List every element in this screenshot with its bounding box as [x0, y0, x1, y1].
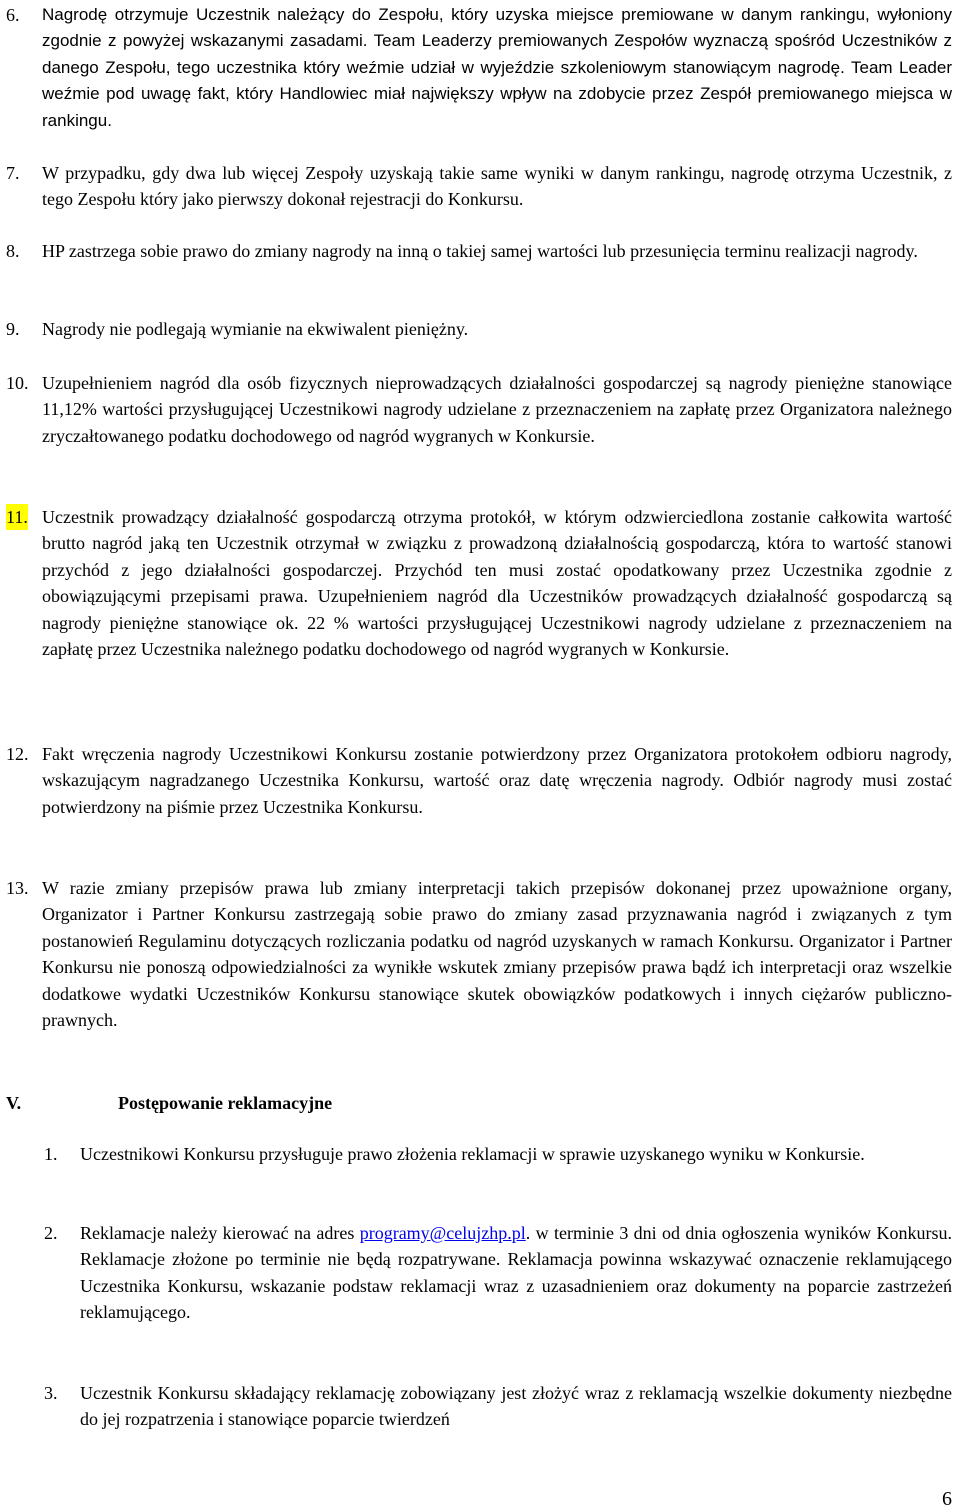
- item-number: 6.: [6, 5, 20, 25]
- item-text: Fakt wręczenia nagrody Uczestnikowi Konkursu zostanie potwierdzony przez Organizatora protokołem odbioru nagrody, wskazującym nagradzanego Uczestnika Konkursu, wartość oraz datę wręczenia nagrody. Odbiór nagrody musi zostać potwierdzony na piśmie przez Uczestnika Konkursu.: [42, 744, 952, 817]
- list-item-6: [6, 2, 952, 134]
- sub-item-2: [44, 1220, 952, 1326]
- list-item-8: [6, 238, 952, 264]
- item-number: 10.: [6, 373, 29, 393]
- email-link[interactable]: programy@celujzhp.pl: [359, 1223, 526, 1243]
- item-text: Uzupełnieniem nagród dla osób fizycznych nieprowadzących działalności gospodarczej są nagrody pieniężne stanowiące 11,12% wartości przysługującej Uczestnikowi nagrody udzielane z przeznaczeniem na zapłatę przez Organizatora należnego zryczałtowanego podatku dochodowego od nagród wygranych w Konkursie.: [42, 373, 952, 446]
- list-item-7: [6, 160, 952, 213]
- item-text: Nagrodę otrzymuje Uczestnik należący do Zespołu, który uzyska miejsce premiowane w danym rankingu, wyłoniony zgodnie z powyżej wskazanymi zasadami. Team Leaderzy premiowanych Zespołów wyznaczą spośród Uczestników z danego Zespołu, tego uczestnika który weźmie udział w wyjeździe szkoleniowym stanowiącym nagrodę. Team Leader weźmie pod uwagę fakt, który Handlowiec miał największy wpływ na zdobycie przez Zespół premiowanego miejsca w rankingu.: [42, 5, 952, 130]
- list-item-12: [6, 741, 952, 820]
- list-item-11: [6, 504, 952, 662]
- item-number: 2.: [44, 1223, 58, 1243]
- item-text: Nagrody nie podlegają wymianie na ekwiwalent pieniężny.: [42, 319, 469, 339]
- item-number: 9.: [6, 319, 20, 339]
- sub-item-3: [44, 1380, 952, 1433]
- sub-item-1: [44, 1141, 952, 1167]
- text-before-link: Reklamacje należy kierować na adres: [80, 1223, 360, 1243]
- list-item-10: [6, 370, 952, 449]
- item-text: Uczestnik Konkursu składający reklamację zobowiązany jest złożyć wraz z reklamacją wszelkie dokumenty niezbędne do jej rozpatrzenia i stanowiące poparcie twierdzeń: [80, 1383, 952, 1430]
- list-item-9: [6, 316, 952, 342]
- item-number: 7.: [6, 163, 20, 183]
- item-text: W przypadku, gdy dwa lub więcej Zespoły uzyskają takie same wyniki w danym rankingu, nagrodę otrzyma Uczestnik, z tego Zespołu który jako pierwszy dokonał rejestracji do Konkursu.: [42, 163, 952, 210]
- item-text: HP zastrzega sobie prawo do zmiany nagrody na inną o takiej samej wartości lub przesunięcia terminu realizacji nagrody.: [42, 241, 918, 261]
- section-title: Postępowanie reklamacyjne: [118, 1093, 333, 1113]
- item-text: [80, 1220, 952, 1326]
- item-number-highlighted: 11.: [6, 504, 28, 530]
- item-text: Uczestnikowi Konkursu przysługuje prawo złożenia reklamacji w sprawie uzyskanego wyniku w Konkursie.: [80, 1144, 865, 1164]
- list-item-13: [6, 875, 952, 1033]
- item-number: 3.: [44, 1383, 58, 1403]
- item-number: 13.: [6, 878, 29, 898]
- section-number: V.: [6, 1093, 22, 1113]
- text-after-link: . w terminie 3 dni od dnia ogłoszenia wyników Konkursu. Reklamacje złożone po terminie nie będą rozpatrywane. Reklamacja powinna wskazywać oznaczenie reklamującego Uczestnika Konkursu, wskazanie podstaw reklamacji wraz z uzasadnieniem oraz dokumenty na poparcie zastrzeżeń reklamującego.: [80, 1223, 952, 1323]
- item-number: 12.: [6, 744, 29, 764]
- page-number: 6: [942, 1488, 952, 1510]
- item-text: Uczestnik prowadzący działalność gospodarczą otrzyma protokół, w którym odzwierciedlona zostanie całkowita wartość brutto nagród jaką ten Uczestnik otrzymał w związku z prowadzoną działalnością gospodarczą, która to wartość stanowi przychód z jego działalności gospodarczej. Przychód ten musi zostać opodatkowany przez Uczestnika zgodnie z obowiązującymi przepisami prawa. Uzupełnieniem nagród dla Uczestników prowadzących działalność gospodarczą są nagrody pieniężne stanowiące ok. 22 % wartości przysługującej Uczestnikowi nagrody udzielane z przeznaczeniem na zapłatę przez Uczestnika należnego podatku dochodowego od nagród wygranych w Konkursie.: [42, 507, 952, 660]
- item-number: 1.: [44, 1144, 58, 1164]
- item-text: W razie zmiany przepisów prawa lub zmiany interpretacji takich przepisów dokonanej przez upoważnione organy, Organizator i Partner Konkursu zastrzegają sobie prawo do zmiany zasad przyznawania nagród i związanych z tym postanowień Regulaminu dotyczących rozliczania podatku od nagród uzyskanych w ramach Konkursu. Organizator i Partner Konkursu nie ponoszą odpowiedzialności za wynikłe wskutek zmiany przepisów prawa bądź ich interpretacji oraz wszelkie dodatkowe wydatki Uczestników Konkursu stanowiące skutek obowiązków podatkowych i innych ciężarów publiczno-prawnych.: [42, 878, 952, 1031]
- item-number: 8.: [6, 241, 20, 261]
